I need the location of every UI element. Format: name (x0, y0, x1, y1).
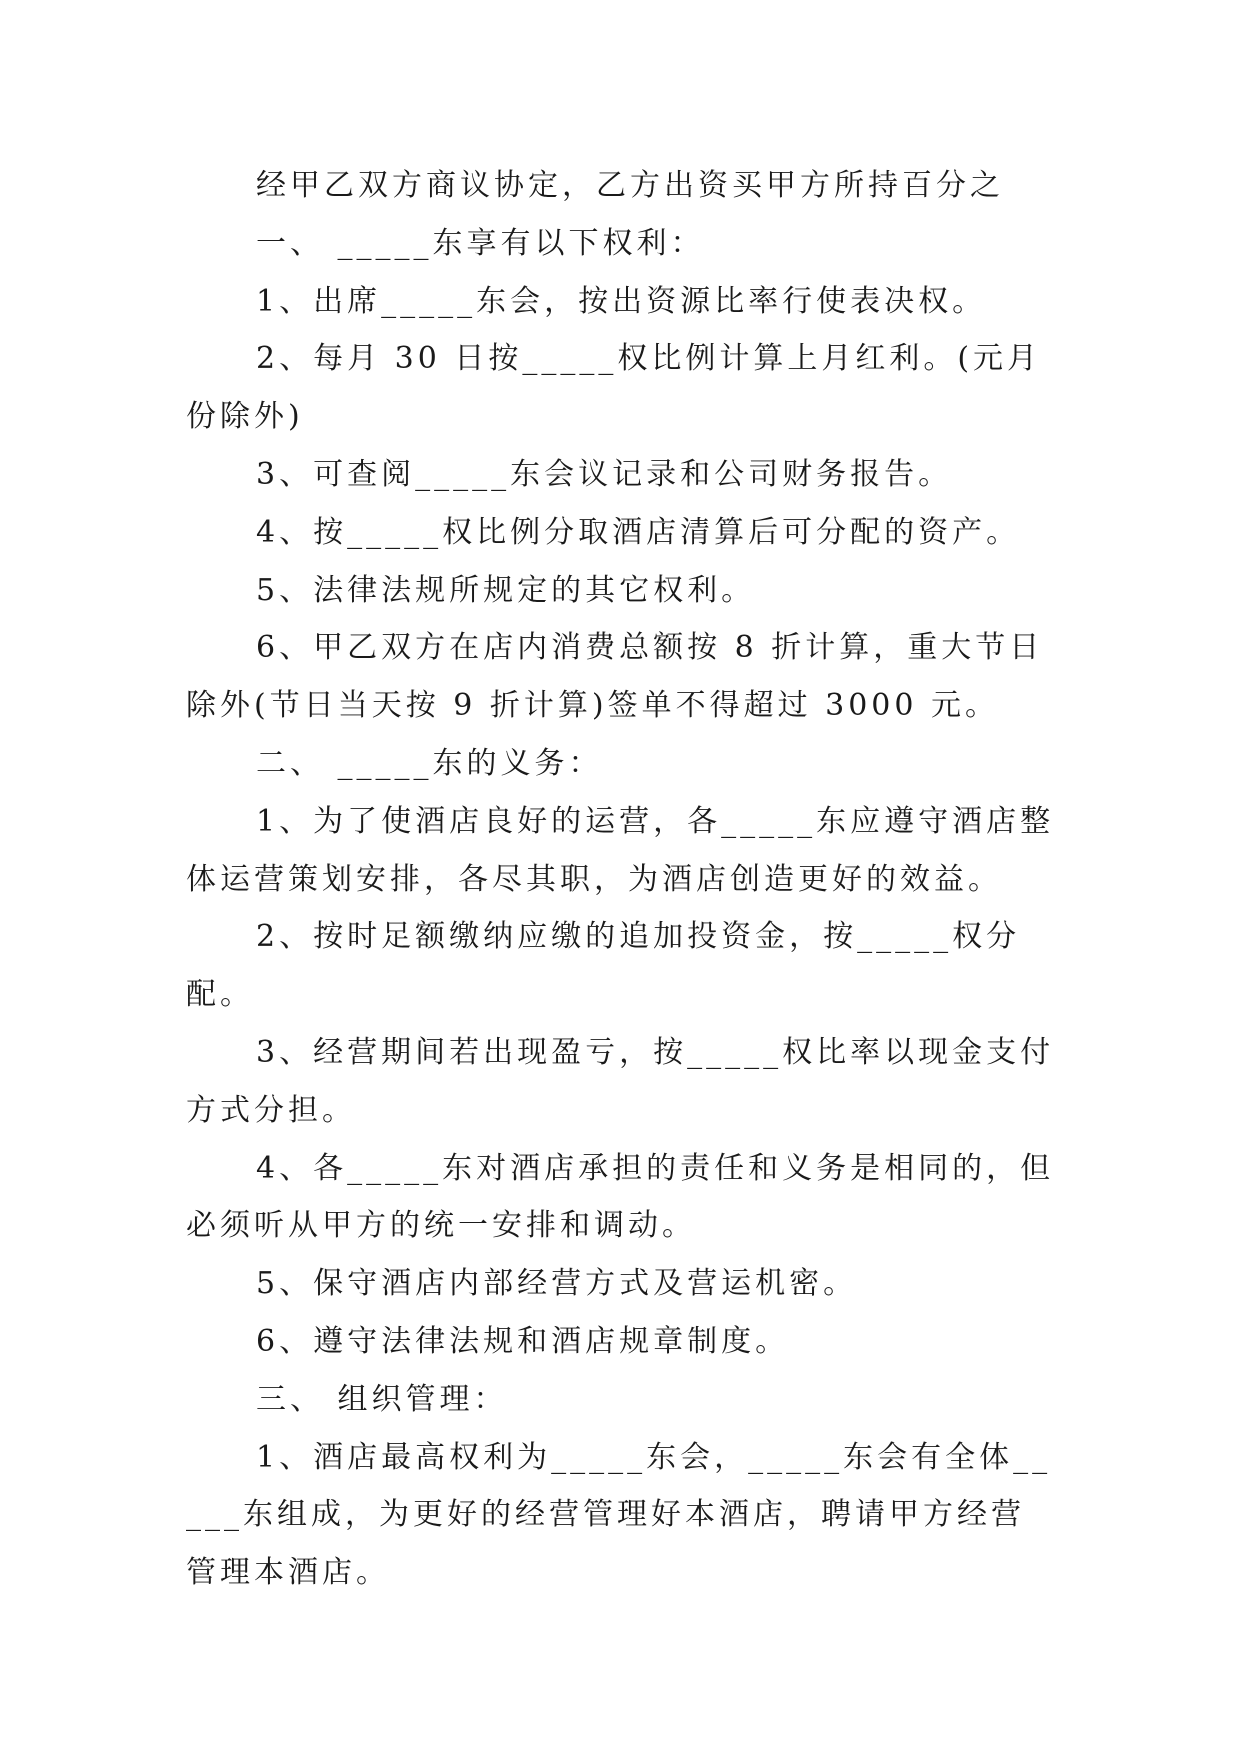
management-item-1: 1、酒店最高权利为_____东会，_____东会有全体_____东组成，为更好的经营管理好本酒店，聘请甲方经营管理本酒店。 (186, 1439, 1052, 1591)
duties-item-5: 5、保守酒店内部经营方式及营运机密。 (256, 1266, 858, 1302)
duties-item-6: 6、遵守法律法规和酒店规章制度。 (256, 1323, 790, 1359)
intro-paragraph: 经甲乙双方商议协定，乙方出资买甲方所持百分之 (256, 168, 1004, 203)
section-3-heading: 三、 组织管理： (256, 1381, 508, 1417)
duties-item-1: 1、为了使酒店良好的运营，各_____东应遵守酒店整体运营策划安排，各尽其职，为酒店创造更好的效益。 (186, 803, 1055, 897)
duties-item-3: 3、经营期间若出现盈亏，按_____权比率以现金支付方式分担。 (186, 1034, 1055, 1128)
rights-item-5: 5、法律法规所规定的其它权利。 (256, 572, 756, 608)
duties-item-4: 4、各_____东对酒店承担的责任和义务是相同的，但必须听从甲方的统一安排和调动。 (186, 1150, 1055, 1244)
rights-item-4: 4、按_____权比例分取酒店清算后可分配的资产。 (256, 514, 1021, 550)
rights-item-3: 3、可查阅_____东会议记录和公司财务报告。 (256, 456, 953, 492)
rights-item-1: 1、出席_____东会，按出资源比率行使表决权。 (256, 283, 987, 319)
duties-item-2: 2、按时足额缴纳应缴的追加投资金，按_____权分配。 (186, 919, 1021, 1013)
section-2-heading: 二、 _____东的义务： (256, 745, 603, 781)
document-body (186, 157, 1056, 1602)
rights-item-2: 2、每月 30 日按_____权比例计算上月红利。(元月份除外) (186, 341, 1042, 435)
section-1-heading: 一、 _____东享有以下权利： (256, 225, 705, 261)
rights-item-6: 6、甲乙双方在店内消费总额按 8 折计算，重大节日除外(节日当天按 9 折计算)签单不得超过 3000 元。 (186, 630, 1044, 724)
